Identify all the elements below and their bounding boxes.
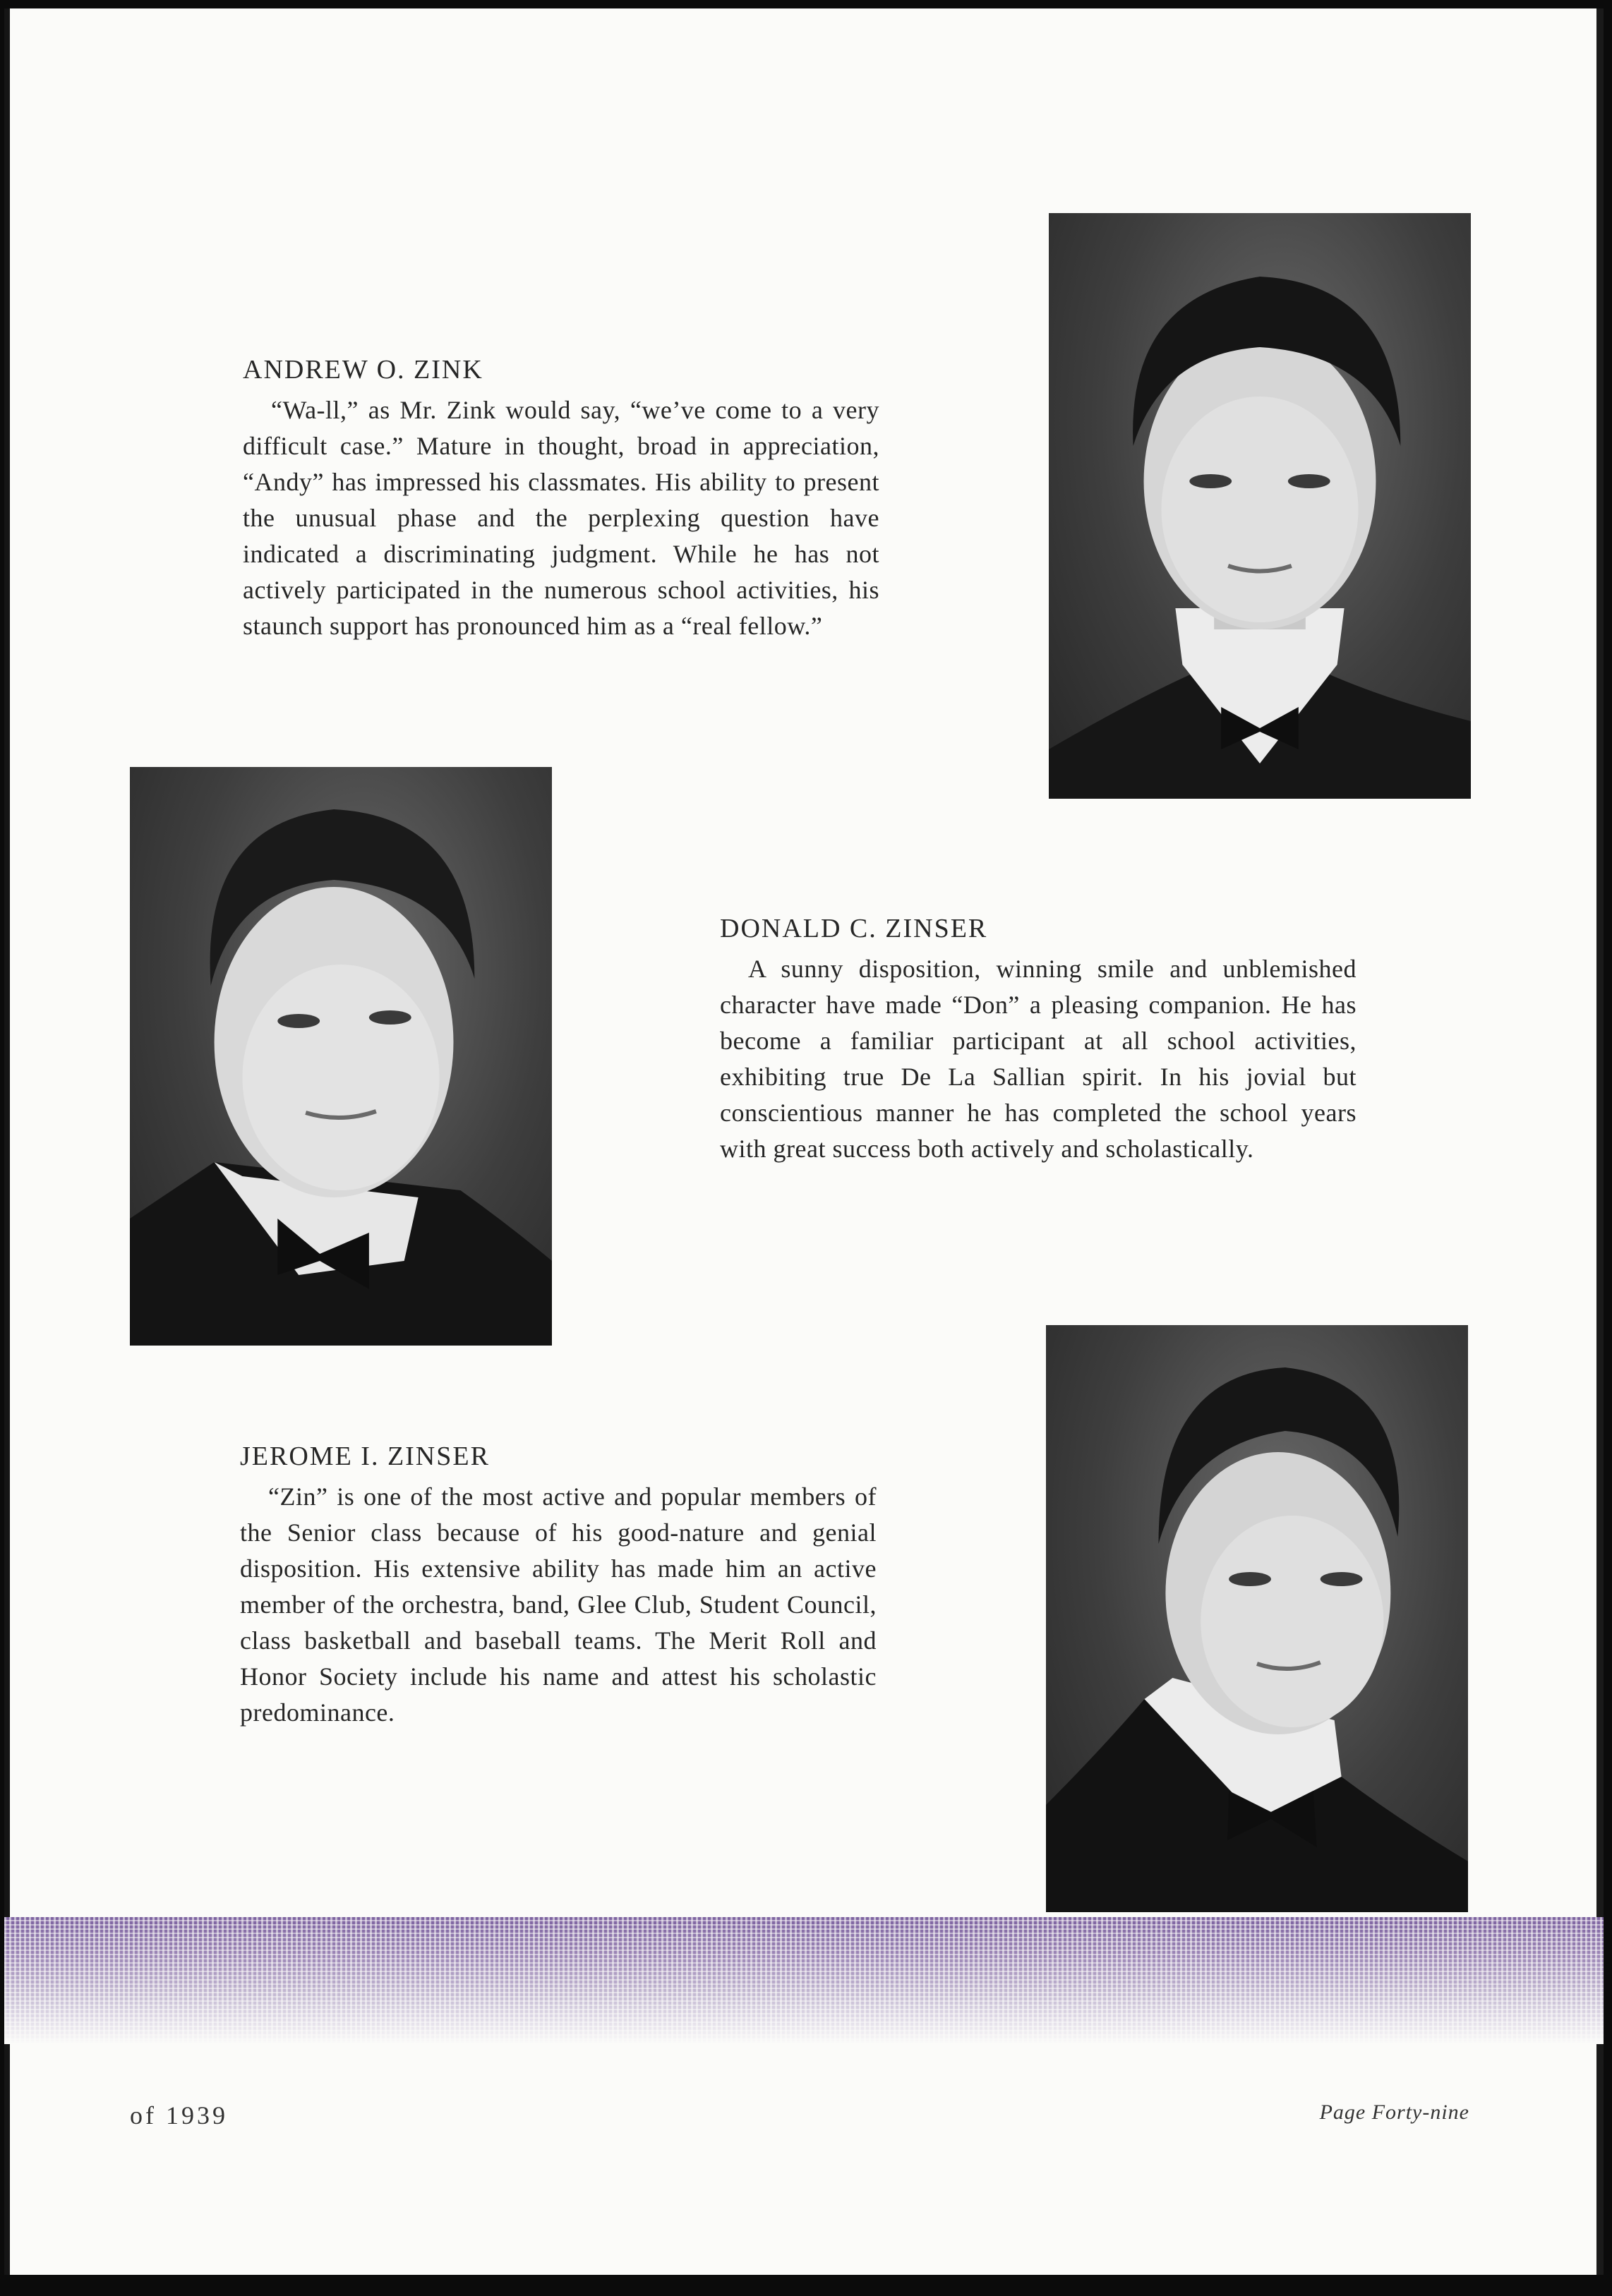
student-name: ANDREW O. ZINK — [243, 355, 483, 385]
student-bio: “Zin” is one of the most active and popular members of the Senior class because of his good-nature and genial disposition. His extensive ability has made him an active member of the orchestra, band, Glee Club, Student Council, class basketball and baseball teams. The Merit Roll and Honor Society include his name and attest his scholastic predominance. — [240, 1482, 877, 1727]
bio-jerome-zinser — [240, 1441, 877, 1731]
student-name: DONALD C. ZINSER — [720, 914, 988, 943]
bio-donald-zinser — [720, 913, 1357, 1167]
portrait-donald-zinser — [130, 767, 552, 1346]
student-bio: A sunny disposition, winning smile and unblemished character have made “Don” a pleasing companion. He has become a familiar participant at all school activities, exhibiting true De La Sallian spirit. In his jovial but conscientious manner he has completed the school years with great success both actively and scholastically. — [720, 955, 1357, 1163]
page-number: Page Forty-nine — [1319, 2101, 1469, 2124]
footer-year: of 1939 — [130, 2101, 228, 2129]
yearbook-page — [4, 8, 1604, 2275]
portrait-andrew-zink — [1049, 213, 1471, 799]
decorative-stipple-band — [4, 1917, 1604, 2044]
portrait-jerome-zinser — [1046, 1325, 1468, 1912]
bio-andrew-zink — [243, 354, 879, 644]
student-bio: “Wa-ll,” as Mr. Zink would say, “we’ve come to a very difficult case.” Mature in thought, broad in appreciation, “Andy” has impressed his classmates. His ability to present the unusual phase and the perplexing question have indicated a discriminating judgment. While he has not actively participated in the numerous school activities, his staunch support has pronounced him as a “real fellow.” — [243, 396, 879, 640]
student-name: JEROME I. ZINSER — [240, 1442, 490, 1471]
